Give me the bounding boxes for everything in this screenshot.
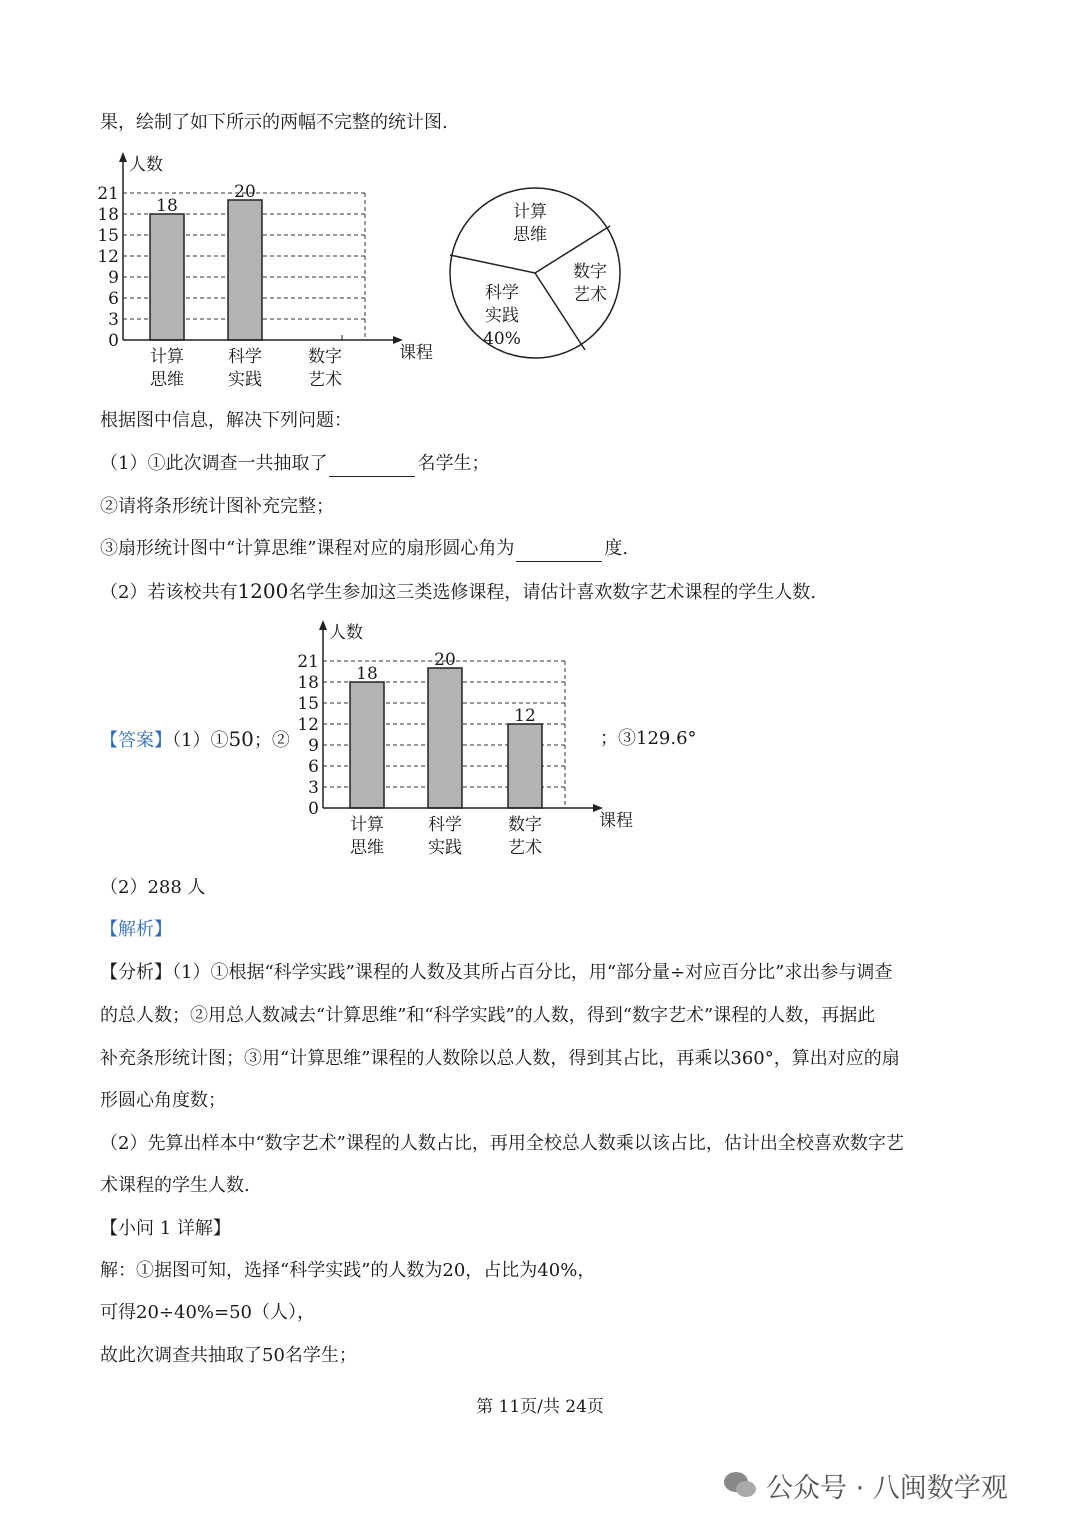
chart3-ytick-label: 6 [308, 757, 319, 777]
intro-text: 果，绘制了如下所示的两幅不完整的统计图. [100, 112, 448, 133]
chart1-ytick-label: 15 [97, 226, 119, 246]
question-1a [100, 451, 489, 477]
chart3-category-label-2-1: 数字 [508, 815, 542, 835]
question-2-number: 1200 [237, 579, 289, 603]
question-1c [100, 536, 628, 562]
chart1-ytick-label: 0 [108, 331, 119, 351]
chart3-ytick-label: 15 [297, 694, 319, 714]
chart1-category-label-1-2: 实践 [228, 370, 262, 390]
chart1-ytick-label: 12 [97, 247, 119, 267]
analysis-line-5: （2）先算出样本中“数字艺术”课程的人数占比，再用全校总人数乘以该占比，估计出全校喜欢数字艺 [100, 1133, 904, 1154]
chart3-category-label-2-2: 艺术 [508, 838, 542, 858]
chart1-ytick-label: 18 [97, 205, 119, 225]
pie-label-art-2: 艺术 [573, 285, 607, 305]
answer-mid: ；② [253, 730, 290, 751]
answer-tag: 【答案】 [100, 730, 172, 751]
chart3-ytick-label: 21 [297, 652, 319, 672]
chart3-category-label-1-1: 科学 [428, 815, 462, 835]
question-2-text: （2）若该校共有 [100, 582, 238, 603]
chart3-ytick-label: 18 [297, 673, 319, 693]
pie-label-science-2: 实践 [485, 306, 519, 326]
bar-chart-complete [295, 616, 633, 861]
chart3-xlabel: 课程 [599, 811, 633, 831]
chart1-ytick-label: 3 [108, 310, 119, 330]
pie-chart [440, 185, 630, 365]
chart1-ytick-label: 21 [97, 184, 119, 204]
answer-number: 50 [228, 727, 254, 751]
pie-divider-1 [450, 255, 535, 273]
pie-label-art-1: 数字 [573, 262, 607, 282]
chart3-bar-0 [350, 682, 384, 808]
watermark-text: 公众号 · 八闽数学观 [766, 1473, 1008, 1504]
chart3-category-label-0-1: 计算 [350, 815, 384, 835]
chart3-ytick-label: 9 [308, 736, 319, 756]
chart1-category-label-0-2: 思维 [150, 370, 184, 390]
chart1-category-label-2-1: 数字 [308, 347, 342, 367]
answer-prefix: （1）① [172, 730, 229, 751]
chart1-category-label-0-1: 计算 [150, 347, 184, 367]
question-1c-suffix: 度. [604, 538, 629, 559]
answer-blank-2[interactable] [516, 543, 602, 562]
chart3-bar-2 [508, 724, 542, 808]
answer-line [100, 726, 290, 754]
detail-tag: 【小问 1 详解】 [100, 1218, 231, 1239]
question-1c-text: ③扇形统计图中“计算思维”课程对应的扇形圆心角为 [100, 538, 515, 559]
chart3-bar-1 [428, 668, 462, 808]
chart3-bar-value-label-2: 12 [514, 706, 536, 726]
chart1-ylabel: 人数 [129, 155, 163, 175]
chart3-ylabel: 人数 [329, 623, 363, 643]
question-1b: ②请将条形统计图补充完整； [100, 496, 334, 517]
prompt-text: 根据图中信息，解决下列问题： [100, 410, 352, 431]
chart3-bar-value-label-1: 20 [434, 650, 456, 670]
chart1-category-label-2-2: 艺术 [308, 370, 342, 390]
chart3-y-axis-arrow [319, 620, 327, 630]
question-2 [100, 578, 816, 606]
analysis-line-4: 形圆心角度数； [100, 1090, 226, 1111]
solution-line-1: 解：①据图可知，选择“科学实践”的人数为20，占比为40%， [100, 1260, 596, 1281]
pie-label-science-1: 科学 [485, 283, 519, 303]
pie-label-computing-2: 思维 [513, 225, 547, 245]
chart3-ytick-label: 12 [297, 715, 319, 735]
chart3-category-label-0-2: 思维 [350, 838, 384, 858]
pie-label-science-3: 40% [483, 329, 521, 349]
analysis-line-1: 【分析】（1）①根据“科学实践”课程的人数及其所占百分比，用“部分量÷对应百分比”求出参与调查 [100, 962, 893, 983]
analysis-line-6: 术课程的学生人数. [100, 1175, 250, 1196]
solution-line-3: 故此次调查共抽取了50名学生； [100, 1345, 357, 1366]
chart3-ytick-label: 3 [308, 778, 319, 798]
bar-chart-incomplete [95, 148, 433, 393]
analysis-tag: 【解析】 [100, 919, 172, 940]
chart1-bar-value-label-0: 18 [156, 196, 178, 216]
chart1-bar-1 [228, 200, 262, 340]
chart3-ytick-label: 0 [308, 799, 319, 819]
question-1a-text: （1）①此次调查一共抽取了 [100, 453, 328, 474]
chart3-bar-value-label-0: 18 [356, 664, 378, 684]
analysis-line-2: 的总人数；②用总人数减去“计算思维”和“科学实践”的人数，得到“数字艺术”课程的人数，再据此 [100, 1005, 876, 1026]
chart1-bar-value-label-1: 20 [234, 182, 256, 202]
answer-end: ；③129.6° [600, 728, 697, 749]
answer-2: （2）288 人 [100, 877, 206, 898]
question-2-suffix: 名学生参加这三类选修课程，请估计喜欢数字艺术课程的学生人数. [288, 582, 817, 603]
wechat-icon [722, 1470, 758, 1500]
answer-blank-1[interactable] [329, 458, 415, 477]
question-1a-suffix: 名学生； [417, 453, 490, 474]
chart1-ytick-label: 9 [108, 268, 119, 288]
pie-label-computing-1: 计算 [513, 202, 547, 222]
page-footer: 第 11页/共 24页 [476, 1397, 604, 1417]
chart3-category-label-1-2: 实践 [428, 838, 462, 858]
chart1-xlabel: 课程 [399, 343, 433, 363]
analysis-line-3: 补充条形统计图；③用“计算思维”课程的人数除以总人数，得到其占比，再乘以360°，算出对应的扇 [100, 1048, 900, 1069]
chart1-ytick-label: 6 [108, 289, 119, 309]
solution-line-2: 可得20÷40%=50（人）， [100, 1302, 315, 1323]
chart1-category-label-1-1: 科学 [228, 347, 262, 367]
chart1-bar-0 [150, 214, 184, 340]
chart1-y-axis-arrow [119, 152, 127, 162]
